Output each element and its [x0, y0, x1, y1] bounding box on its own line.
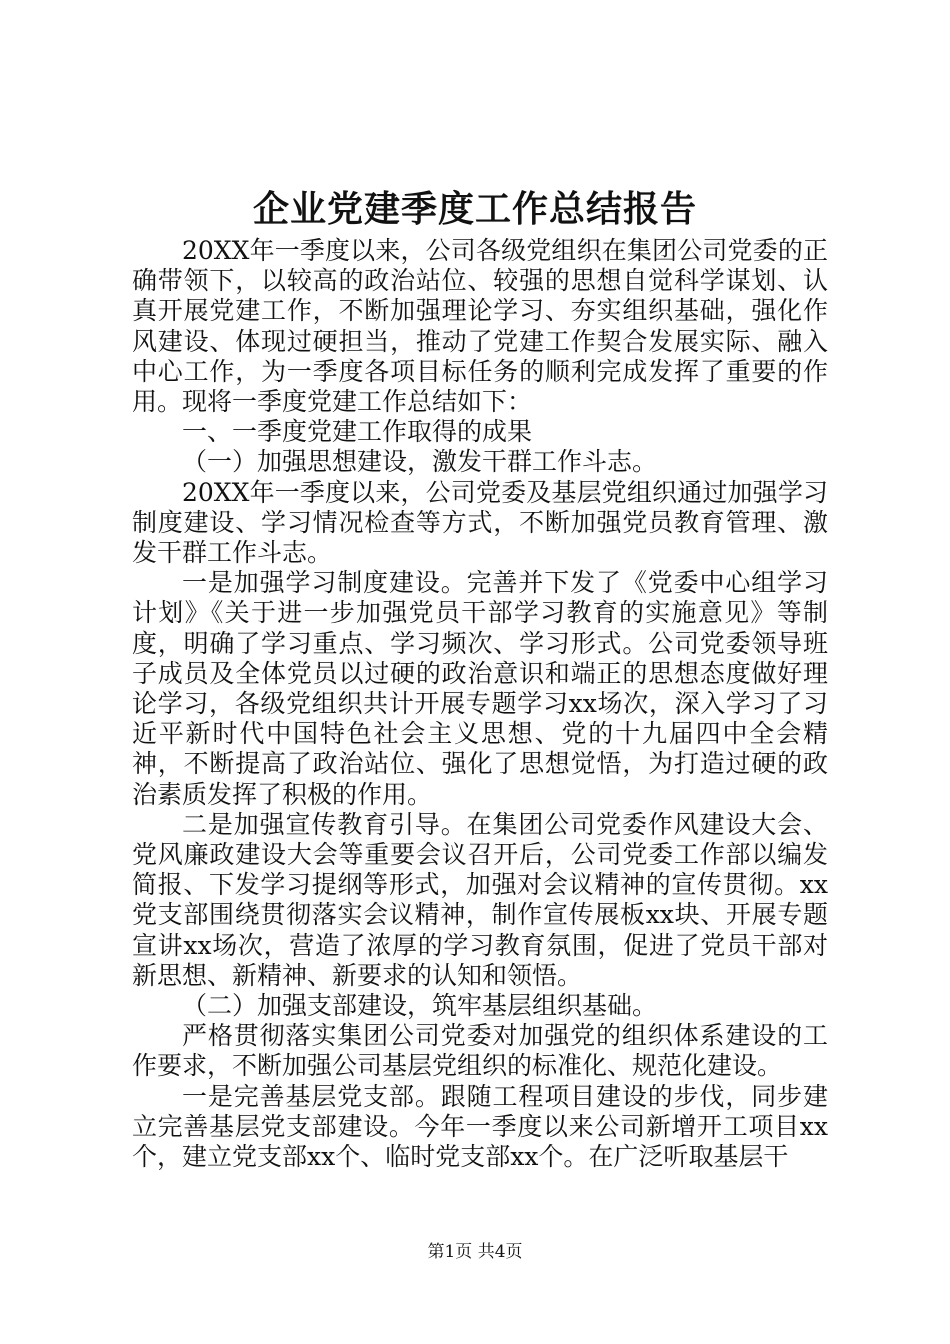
- document-body: [132, 236, 828, 1172]
- paragraph-ideology-summary: 20XX年一季度以来，公司党委及基层党组织通过加强学习制度建设、学习情况检查等方式，不断加强党员教育管理、激发干群工作斗志。: [132, 477, 828, 568]
- page-number-footer: 第1页 共4页: [427, 1242, 523, 1262]
- subsection-heading-ideology: （一）加强思想建设，激发干群工作斗志。: [182, 447, 658, 477]
- paragraph-publicity-education: 二是加强宣传教育引导。在集团公司党委作风建设大会、党风廉政建设大会等重要会议召开后，公司党委工作部以编发简报、下发学习提纲等形式，加强对会议精神的宣传贯彻。xx党支部围绕贯彻落实会议精神，制作宣传展板xx块、开展专题宣讲xx场次，营造了浓厚的学习教育氛围，促进了党员干部对新思想、新精神、新要求的认知和领悟。: [132, 809, 828, 990]
- paragraph-study-system: 一是加强学习制度建设。完善并下发了《党委中心组学习计划》《关于进一步加强党员干部学习教育的实施意见》等制度，明确了学习重点、学习频次、学习形式。公司党委领导班子成员及全体党员以过硬的政治意识和端正的思想态度做好理论学习，各级党组织共计开展专题学习xx场次，深入学习了习近平新时代中国特色社会主义思想、党的十九届四中全会精神，不断提高了政治站位、强化了思想觉悟，为打造过硬的政治素质发挥了积极的作用。: [132, 568, 828, 809]
- paragraph-branch-summary: 严格贯彻落实集团公司党委对加强党的组织体系建设的工作要求，不断加强公司基层党组织的标准化、规范化建设。: [132, 1021, 828, 1081]
- paragraph-grassroots-branch: 一是完善基层党支部。跟随工程项目建设的步伐，同步建立完善基层党支部建设。今年一季度以来公司新增开工项目xx个，建立党支部xx个、临时党支部xx个。在广泛听取基层干: [132, 1081, 828, 1172]
- page-title: 企业党建季度工作总结报告: [252, 188, 697, 230]
- section-heading-achievements: 一、一季度党建工作取得的成果: [182, 417, 533, 447]
- subsection-heading-branch: （二）加强支部建设，筑牢基层组织基础。: [182, 991, 658, 1021]
- paragraph-intro: 20XX年一季度以来，公司各级党组织在集团公司党委的正确带领下，以较高的政治站位、较强的思想自觉科学谋划、认真开展党建工作，不断加强理论学习、夯实组织基础，强化作风建设、体现过硬担当，推动了党建工作契合发展实际、融入中心工作，为一季度各项目标任务的顺利完成发挥了重要的作用。现将一季度党建工作总结如下：: [132, 236, 828, 417]
